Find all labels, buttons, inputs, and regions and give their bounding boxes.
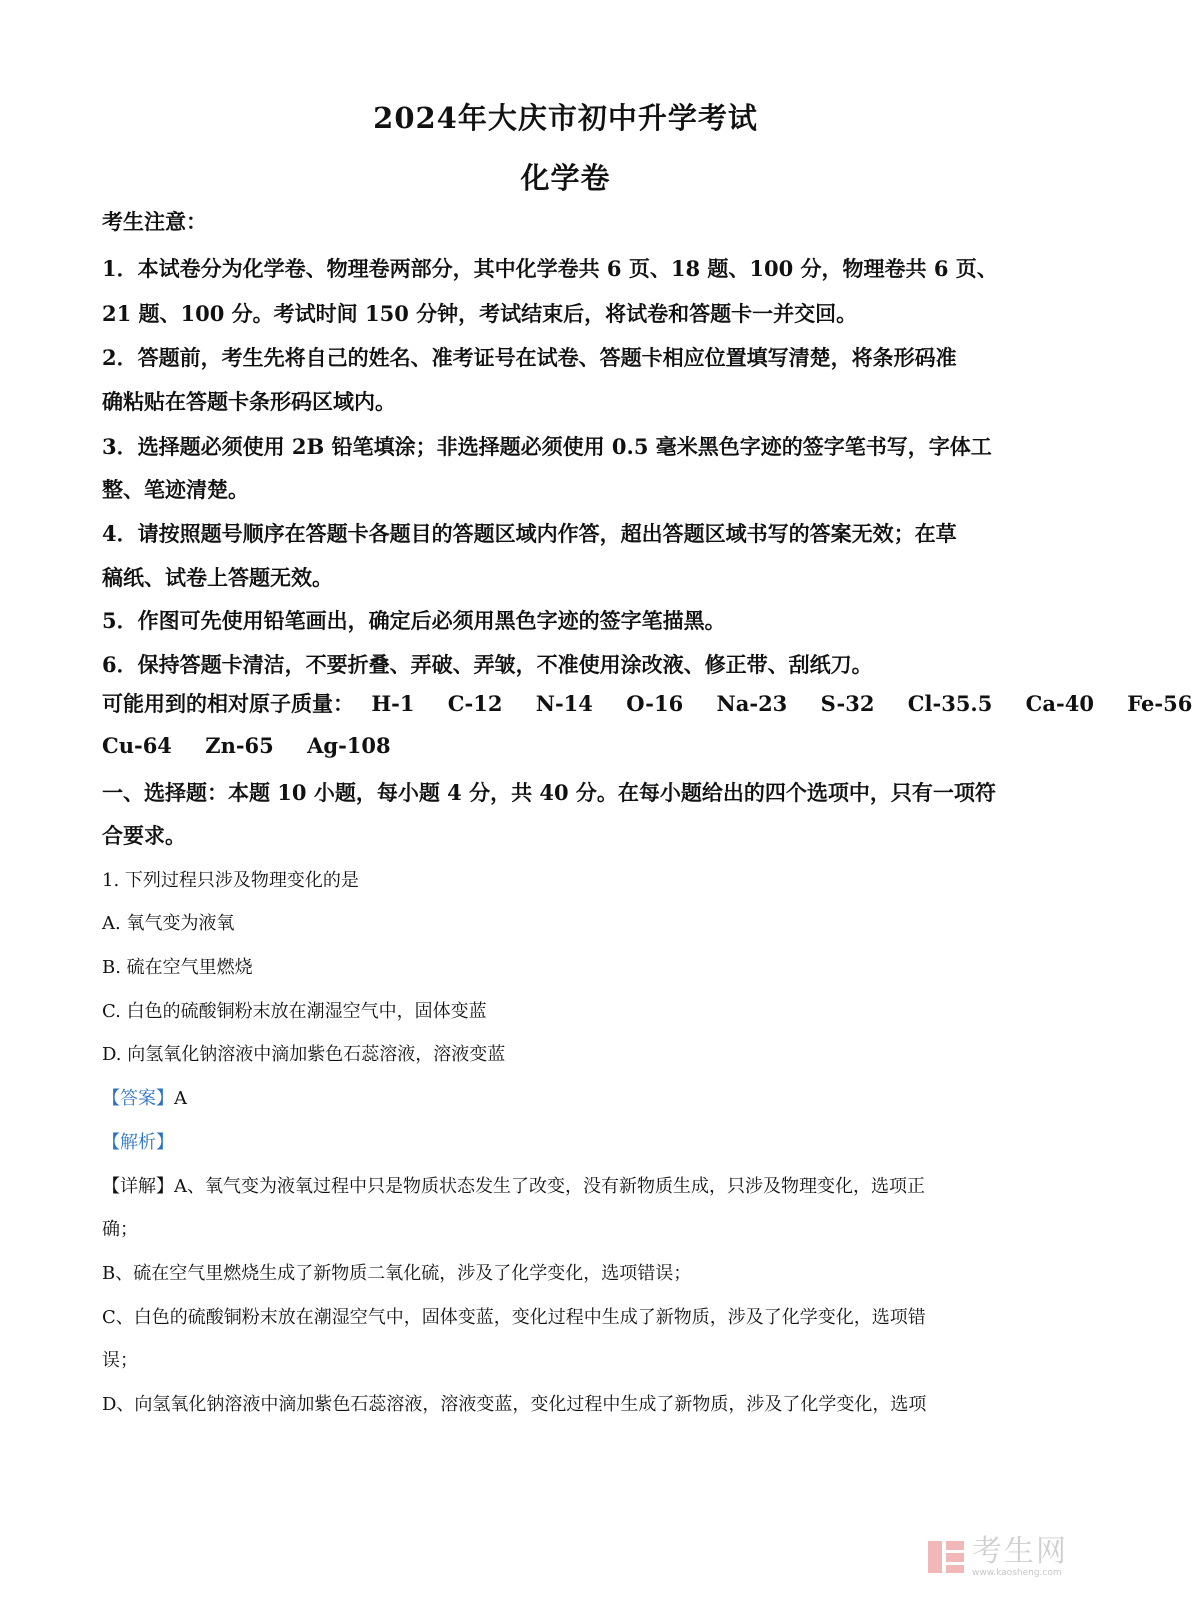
atomic-mass: N-14 [535,691,593,716]
detail-label: 【详解】 [102,1176,174,1197]
question-option: C. 白色的硫酸铜粉末放在潮湿空气中，固体变蓝 [102,1001,487,1022]
notice-line: 整、笔迹清楚。 [102,477,249,502]
question-option: D. 向氢氧化钠溶液中滴加紫色石蕊溶液，溶液变蓝 [102,1044,506,1065]
atomic-mass: Zn-65 [205,733,274,758]
section-heading: 一、选择题：本题 10 小题，每小题 4 分，共 40 分。在每小题给出的四个选项中，只有一项符 [102,780,996,805]
question-option: A. 氧气变为液氧 [102,913,235,934]
atomic-mass: Ca-40 [1025,691,1094,716]
atomic-mass: Fe-56 [1127,691,1192,716]
answer-line [102,1084,1032,1110]
analysis-label: 【解析】 [102,1132,174,1153]
atomic-mass: Ag-108 [307,733,391,758]
detail-line [102,1172,1032,1198]
atomic-mass: Na-23 [716,691,788,716]
notice-line: 3．选择题必须使用 2B 铅笔填涂；非选择题必须使用 0.5 毫米黑色字迹的签字笔书写，字体工 [102,434,992,459]
notice-line: 确粘贴在答题卡条形码区域内。 [102,389,396,414]
detail-text: A、氧气变为液氧过程中只是物质状态发生了改变，没有新物质生成，只涉及物理变化，选项正 [174,1176,925,1197]
atomic-mass: O-16 [626,691,684,716]
analysis-line [102,1128,1032,1154]
atomic-mass: S-32 [820,691,875,716]
watermark [926,1535,1101,1579]
section-heading-cont: 合要求。 [102,823,186,848]
atomic-masses-label: 可能用到的相对原子质量： [102,691,354,716]
watermark-logo-icon [926,1537,966,1577]
detail-line: D、向氢氧化钠溶液中滴加紫色石蕊溶液，溶液变蓝，变化过程中生成了新物质，涉及了化学变化，选项 [102,1394,927,1415]
detail-line: 误； [102,1350,138,1371]
notice-line: 稿纸、试卷上答题无效。 [102,565,333,590]
exam-title: 2024年大庆市初中升学考试 [373,101,758,135]
atomic-mass: C-12 [447,691,503,716]
notice-heading: 考生注意： [102,209,207,234]
detail-line: 确； [102,1219,138,1240]
atomic-mass: H-1 [371,691,415,716]
atomic-mass: Cu-64 [102,733,172,758]
watermark-url: www.kaosheng.com [972,1567,1062,1578]
detail-line: C、白色的硫酸铜粉末放在潮湿空气中，固体变蓝，变化过程中生成了新物质，涉及了化学变化，选项错 [102,1307,926,1328]
notice-line: 4．请按照题号顺序在答题卡各题目的答题区域内作答，超出答题区域书写的答案无效；在草 [102,521,957,546]
answer-value: A [174,1088,187,1109]
atomic-masses-row-2 [102,733,417,758]
notice-line: 6．保持答题卡清洁，不要折叠、弄破、弄皱，不准使用涂改液、修正带、刮纸刀。 [102,652,873,677]
watermark-brand: 考生网 [972,1533,1068,1569]
notice-line: 5．作图可先使用铅笔画出，确定后必须用黑色字迹的签字笔描黑。 [102,608,726,633]
atomic-mass: Cl-35.5 [907,691,993,716]
question-option: B. 硫在空气里燃烧 [102,957,253,978]
atomic-masses-row [102,688,1192,718]
answer-label: 【答案】 [102,1088,174,1109]
notice-line: 1．本试卷分为化学卷、物理卷两部分，其中化学卷共 6 页、18 题、100 分，物理卷共 6 页、 [102,256,998,281]
exam-subtitle: 化学卷 [520,161,611,195]
notice-line: 2．答题前，考生先将自己的姓名、准考证号在试卷、答题卡相应位置填写清楚，将条形码准 [102,345,957,370]
question-stem: 1. 下列过程只涉及物理变化的是 [102,870,359,891]
notice-line: 21 题、100 分。考试时间 150 分钟，考试结束后，将试卷和答题卡一并交回。 [102,301,858,326]
detail-line: B、硫在空气里燃烧生成了新物质二氧化硫，涉及了化学变化，选项错误； [102,1263,692,1284]
